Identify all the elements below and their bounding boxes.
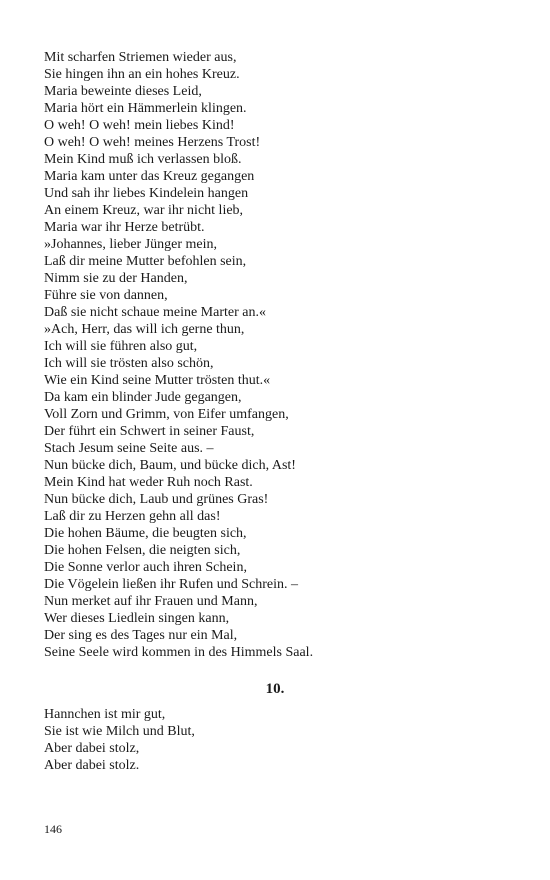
poem-line: Maria hört ein Hämmerlein klingen. bbox=[44, 101, 247, 116]
poem-line: Hannchen ist mir gut, bbox=[44, 707, 166, 722]
poem-line: Voll Zorn und Grimm, von Eifer umfangen, bbox=[44, 407, 289, 422]
poem-line: Aber dabei stolz. bbox=[44, 758, 140, 773]
poem-line: Sie ist wie Milch und Blut, bbox=[44, 724, 195, 739]
poem-line: O weh! O weh! meines Herzens Trost! bbox=[44, 135, 261, 150]
poem-line: Nun merket auf ihr Frauen und Mann, bbox=[44, 594, 258, 609]
poem-section-10 bbox=[44, 706, 514, 774]
poem-line: Aber dabei stolz, bbox=[44, 741, 140, 756]
poem-line: Der führt ein Schwert in seiner Faust, bbox=[44, 424, 255, 439]
poem-line: Der sing es des Tages nur ein Mal, bbox=[44, 628, 238, 643]
poem-line: »Ach, Herr, das will ich gerne thun, bbox=[44, 322, 245, 337]
poem-continuation bbox=[44, 49, 514, 661]
poem-line: Maria kam unter das Kreuz gegangen bbox=[44, 169, 255, 184]
poem-line: An einem Kreuz, war ihr nicht lieb, bbox=[44, 203, 244, 218]
poem-line: Mein Kind hat weder Ruh noch Rast. bbox=[44, 475, 253, 490]
poem-line: Mit scharfen Striemen wieder aus, bbox=[44, 50, 237, 65]
poem-line: O weh! O weh! mein liebes Kind! bbox=[44, 118, 235, 133]
poem-line: Laß dir zu Herzen gehn all das! bbox=[44, 509, 221, 524]
poem-line: Nun bücke dich, Baum, und bücke dich, Ast! bbox=[44, 458, 296, 473]
poem-line: Sie hingen ihn an ein hohes Kreuz. bbox=[44, 67, 240, 82]
poem-line: Ich will sie führen also gut, bbox=[44, 339, 198, 354]
poem-line: Stach Jesum seine Seite aus. – bbox=[44, 441, 214, 456]
poem-line: Ich will sie trösten also schön, bbox=[44, 356, 214, 371]
poem-line: Wie ein Kind seine Mutter trösten thut.« bbox=[44, 373, 271, 388]
poem-line: Nun bücke dich, Laub und grünes Gras! bbox=[44, 492, 269, 507]
poem-line: Seine Seele wird kommen in des Himmels Saal. bbox=[44, 645, 314, 660]
poem-line: »Johannes, lieber Jünger mein, bbox=[44, 237, 218, 252]
poem-line: Die hohen Bäume, die beugten sich, bbox=[44, 526, 247, 541]
poem-line: Führe sie von dannen, bbox=[44, 288, 168, 303]
poem-line: Laß dir meine Mutter befohlen sein, bbox=[44, 254, 247, 269]
poem-line: Daß sie nicht schaue meine Marter an.« bbox=[44, 305, 266, 320]
poem-line: Maria war ihr Herze betrübt. bbox=[44, 220, 205, 235]
poem-line: Mein Kind muß ich verlassen bloß. bbox=[44, 152, 242, 167]
poem-line: Wer dieses Liedlein singen kann, bbox=[44, 611, 230, 626]
poem-line: Die hohen Felsen, die neigten sich, bbox=[44, 543, 241, 558]
section-heading: 10. bbox=[265, 681, 285, 697]
poem-line: Da kam ein blinder Jude gegangen, bbox=[44, 390, 242, 405]
poem-line: Nimm sie zu der Handen, bbox=[44, 271, 188, 286]
poem-line: Die Sonne verlor auch ihren Schein, bbox=[44, 560, 247, 575]
poem-line: Und sah ihr liebes Kindelein hangen bbox=[44, 186, 249, 201]
poem-line: Maria beweinte dieses Leid, bbox=[44, 84, 202, 99]
poem-line: Die Vögelein ließen ihr Rufen und Schrein. – bbox=[44, 577, 299, 592]
page-number: 146 bbox=[44, 822, 62, 836]
